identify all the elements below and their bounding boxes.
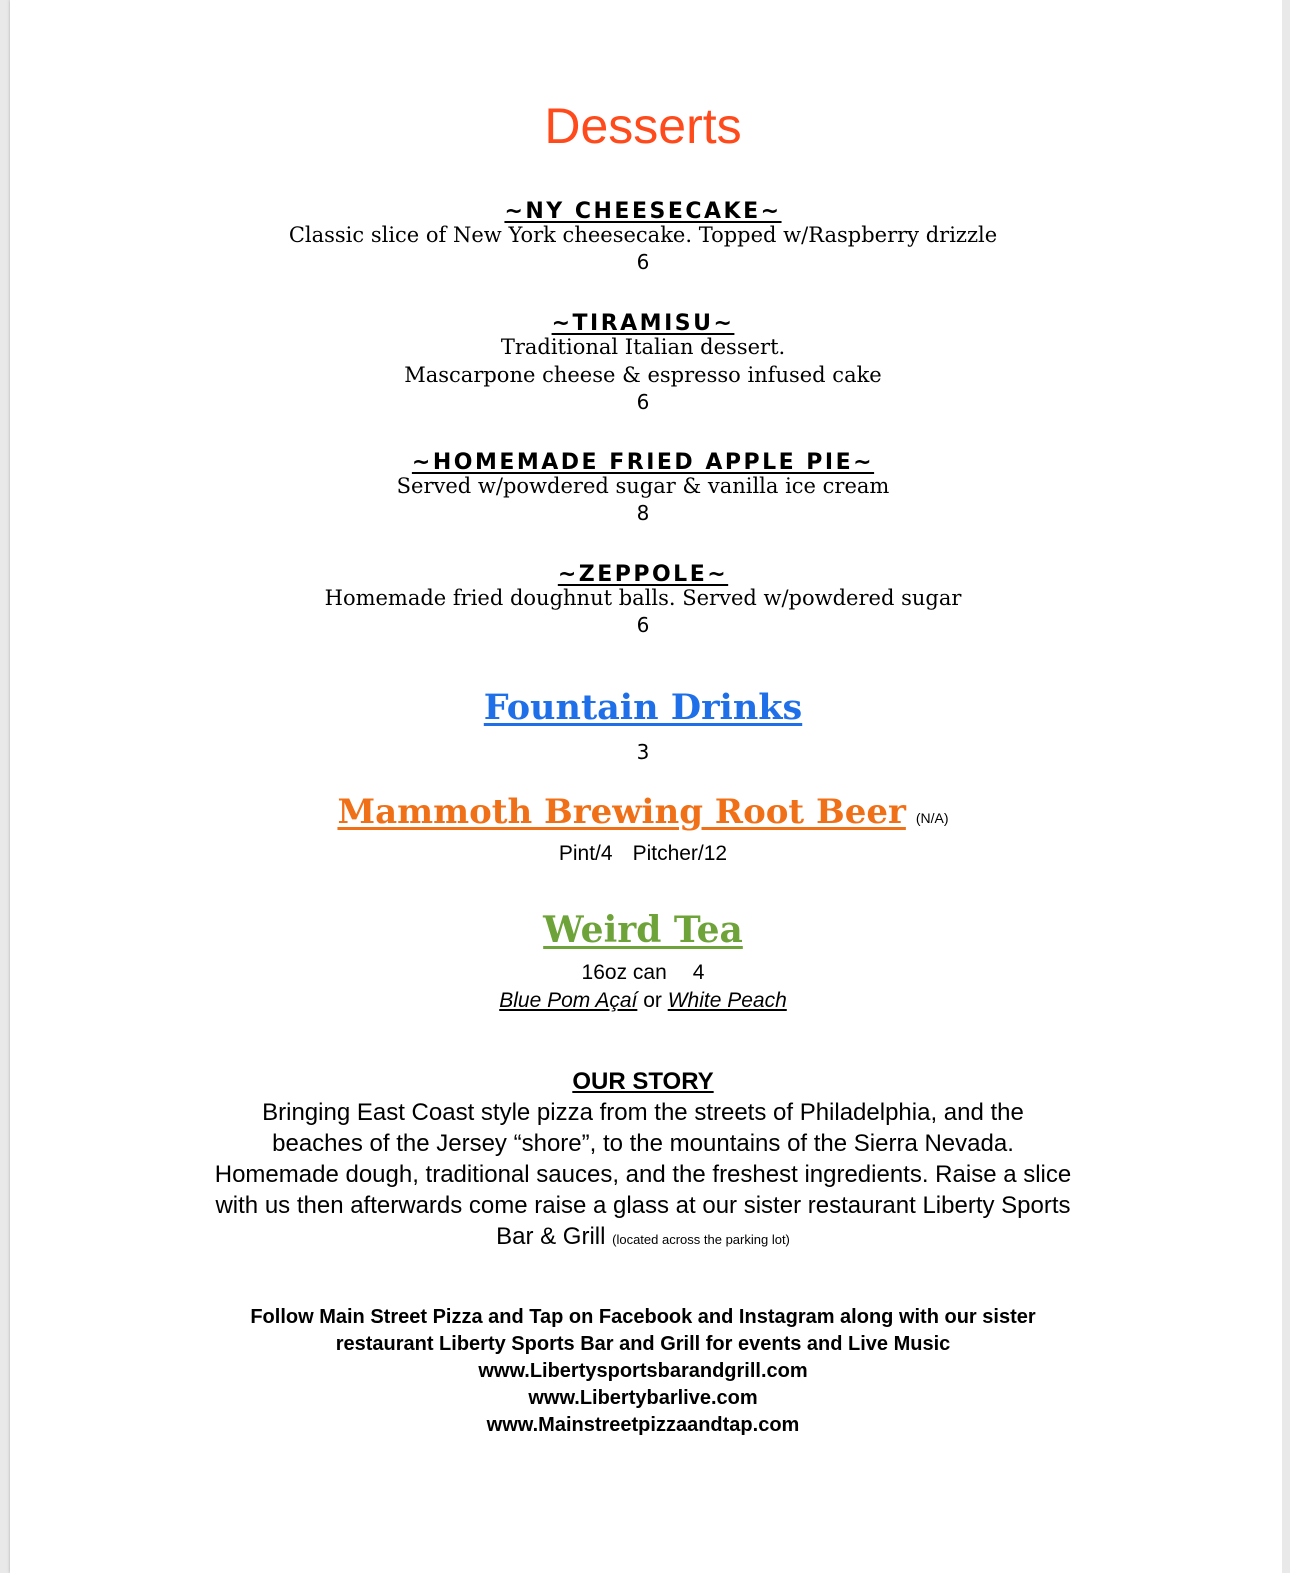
dessert-price-apple-pie: 8: [636, 501, 650, 525]
weird-tea-flavors: [0, 988, 1286, 1014]
weird-tea-size-price: [0, 960, 1286, 986]
weird-tea-heading: Weird Tea: [543, 909, 743, 951]
our-story-line-3: Homemade dough, traditional sauces, and the freshest ingredients. Raise a slice: [214, 1161, 1072, 1188]
our-story-last-line: Bar & Grill: [496, 1223, 606, 1250]
dessert-title-zeppole: ~ZEPPOLE~: [557, 562, 729, 587]
follow-line-2: restaurant Liberty Sports Bar and Grill for events and Live Music: [335, 1333, 951, 1355]
follow-line-1: Follow Main Street Pizza and Tap on Facebook and Instagram along with our sister: [250, 1306, 1036, 1328]
dessert-price-zeppole: 6: [636, 613, 650, 637]
desserts-heading: Desserts: [544, 98, 742, 154]
dessert-price-tiramisu: 6: [636, 390, 650, 414]
fountain-drinks-price: 3: [636, 740, 650, 764]
dessert-desc-zeppole: Homemade fried doughnut balls. Served w/powdered sugar: [324, 586, 962, 610]
our-story-line-4: with us then afterwards come raise a glass at our sister restaurant Liberty Sports: [215, 1192, 1071, 1219]
our-story-location-note: (located across the parking lot): [612, 1232, 790, 1247]
dessert-desc-tiramisu-2: Mascarpone cheese & espresso infused cake: [404, 363, 882, 387]
rootbeer-prices: [0, 841, 1286, 867]
rootbeer-pitcher-price: Pitcher/12: [632, 842, 728, 865]
dessert-title-tiramisu: ~TIRAMISU~: [551, 311, 735, 336]
rootbeer-na-note: (N/A): [915, 810, 949, 826]
rootbeer-heading-row: [0, 790, 1286, 841]
dessert-title-cheesecake: ~NY CHEESECAKE~: [504, 199, 782, 224]
dessert-title-apple-pie: ~HOMEMADE FRIED APPLE PIE~: [411, 450, 875, 475]
our-story-line-5: [0, 1221, 1286, 1255]
website-liberty-bar-live[interactable]: www.Libertybarlive.com: [528, 1387, 758, 1409]
weird-tea-price: 4: [692, 961, 705, 984]
our-story-heading: OUR STORY: [572, 1068, 714, 1095]
dessert-desc-cheesecake: Classic slice of New York cheesecake. Topped w/Raspberry drizzle: [288, 223, 998, 247]
website-liberty-sports-bar[interactable]: www.Libertysportsbarandgrill.com: [478, 1360, 808, 1382]
weird-tea-or: or: [643, 989, 662, 1012]
dessert-desc-tiramisu-1: Traditional Italian dessert.: [500, 335, 786, 359]
our-story-line-1: Bringing East Coast style pizza from the streets of Philadelphia, and the: [262, 1099, 1024, 1126]
weird-tea-size: 16oz can: [581, 961, 667, 984]
dessert-price-cheesecake: 6: [636, 250, 650, 274]
our-story-line-2: beaches of the Jersey “shore”, to the mountains of the Sierra Nevada.: [272, 1130, 1014, 1157]
weird-tea-flavor-white-peach: White Peach: [667, 989, 787, 1012]
weird-tea-flavor-blue-pom: Blue Pom Açaí: [499, 989, 638, 1012]
rootbeer-heading: Mammoth Brewing Root Beer: [337, 792, 906, 832]
website-main-street-pizza[interactable]: www.Mainstreetpizzaandtap.com: [486, 1414, 800, 1436]
dessert-desc-apple-pie: Served w/powdered sugar & vanilla ice cream: [396, 474, 890, 498]
rootbeer-pint-price: Pint/4: [558, 842, 613, 865]
fountain-drinks-heading: Fountain Drinks: [483, 687, 803, 728]
